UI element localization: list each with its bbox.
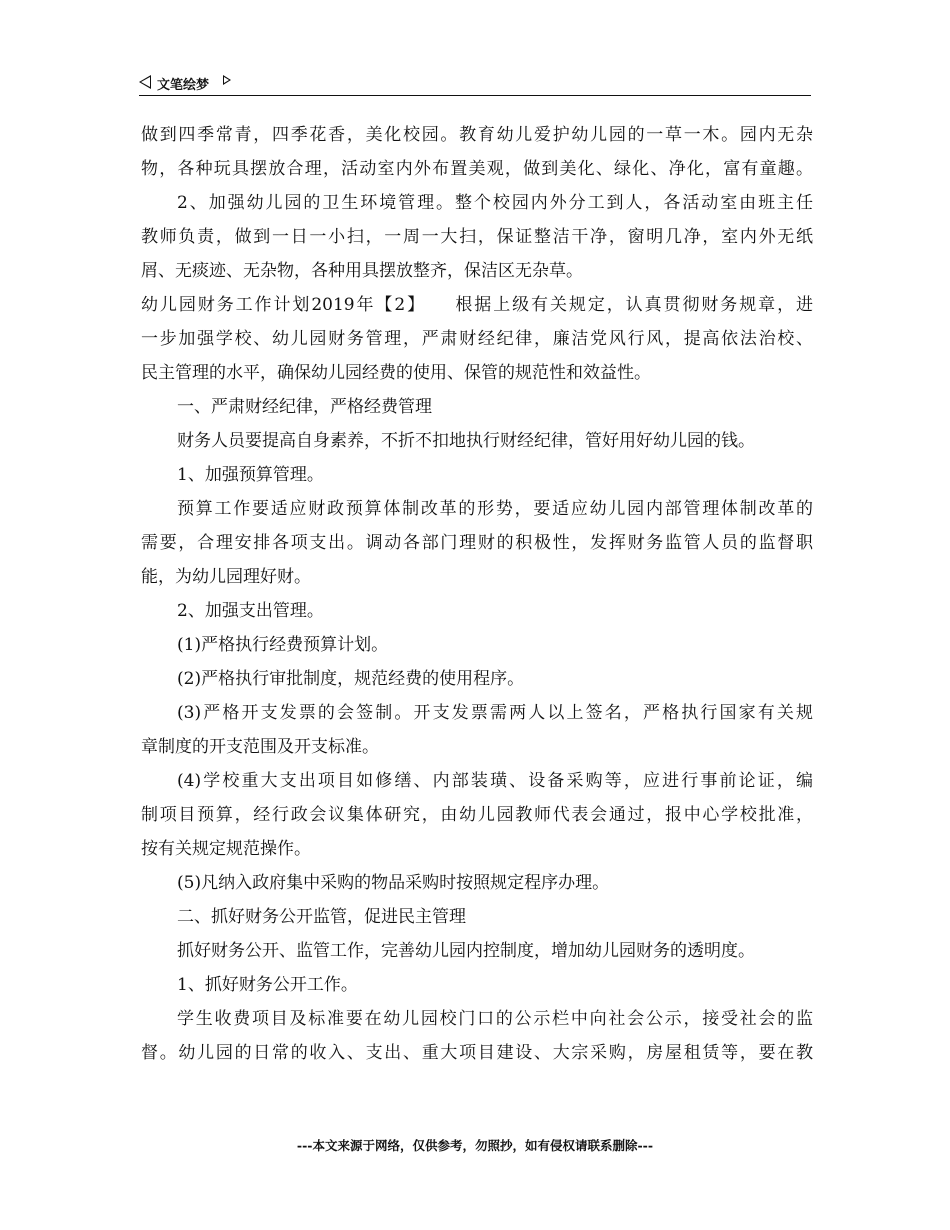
list-item: (1)严格执行经费预算计划。 xyxy=(177,635,389,655)
text-line: 章制度的开支范围及开支标准。 xyxy=(141,737,379,757)
list-item: (5)凡纳入政府集中采购的物品采购时按照规定程序办理。 xyxy=(177,873,610,893)
text-line: 做到四季常青，四季花香，美化校园。教育幼儿爱护幼儿园的一草一木。园内无杂 xyxy=(141,125,813,145)
section-heading: 二、抓好财务公开监管，促进民主管理 xyxy=(177,907,466,927)
text-line: 民主管理的水平，确保幼儿园经费的使用、保管的规范性和效益性。 xyxy=(141,363,651,383)
header-title: 文笔绘梦 xyxy=(157,78,210,93)
section-heading: 一、严肃财经纪律，严格经费管理 xyxy=(177,397,432,417)
list-item: (3)严格开支发票的会签制。开支发票需两人以上签名，严格执行国家有关规 xyxy=(177,703,813,723)
text-line: 幼儿园财务工作计划2019年【2】 根据上级有关规定，认真贯彻财务规章，进 xyxy=(141,295,813,315)
subsection-heading: 1、加强预算管理。 xyxy=(177,465,324,485)
text-line: 一步加强学校、幼儿园财务管理，严肃财经纪律，廉洁党风行风，提高依法治校、 xyxy=(141,329,813,349)
subsection-heading: 1、抓好财务公开工作。 xyxy=(177,975,358,995)
subsection-heading: 2、加强支出管理。 xyxy=(177,601,324,621)
text-line: 需要，合理安排各项支出。调动各部门理财的积极性，发挥财务监管人员的监督职 xyxy=(141,533,813,553)
triangle-right-icon xyxy=(223,75,231,85)
text-line: 2、加强幼儿园的卫生环境管理。整个校园内外分工到人，各活动室由班主任 xyxy=(177,193,813,213)
footer-disclaimer: ---本文来源于网络，仅供参考，勿照抄，如有侵权请联系删除--- xyxy=(296,1138,654,1153)
page-header xyxy=(139,72,811,96)
text-line: 抓好财务公开、监管工作，完善幼儿园内控制度，增加幼儿园财务的透明度。 xyxy=(177,941,755,961)
text-line: 能，为幼儿园理好财。 xyxy=(141,567,311,587)
text-line: 财务人员要提高自身素养，不折不扣地执行财经纪律，管好用好幼儿园的钱。 xyxy=(177,431,755,451)
header-rule xyxy=(139,95,811,96)
text-line: 预算工作要适应财政预算体制改革的形势，要适应幼儿园内部管理体制改革的 xyxy=(177,499,813,519)
text-line: 督。幼儿园的日常的收入、支出、重大项目建设、大宗采购，房屋租赁等，要在教 xyxy=(141,1043,813,1063)
text-line: 按有关规定规范操作。 xyxy=(141,839,311,859)
text-line: 教师负责，做到一日一小扫，一周一大扫，保证整洁干净，窗明几净，室内外无纸 xyxy=(141,227,813,247)
list-item: (2)严格执行审批制度，规范经费的使用程序。 xyxy=(177,669,525,689)
text-line: 物，各种玩具摆放合理，活动室内外布置美观，做到美化、绿化、净化，富有童趣。 xyxy=(141,159,813,179)
text-line: 屑、无痰迹、无杂物，各种用具摆放整齐，保洁区无杂草。 xyxy=(141,261,583,281)
list-item: (4)学校重大支出项目如修缮、内部装璜、设备采购等，应进行事前论证，编 xyxy=(177,771,813,791)
text-line: 制项目预算，经行政会议集体研究，由幼儿园教师代表会通过，报中心学校批准， xyxy=(141,805,813,825)
text-line: 学生收费项目及标准要在幼儿园校门口的公示栏中向社会公示，接受社会的监 xyxy=(177,1009,813,1029)
document-body xyxy=(141,118,813,1070)
triangle-left-icon xyxy=(139,75,151,89)
